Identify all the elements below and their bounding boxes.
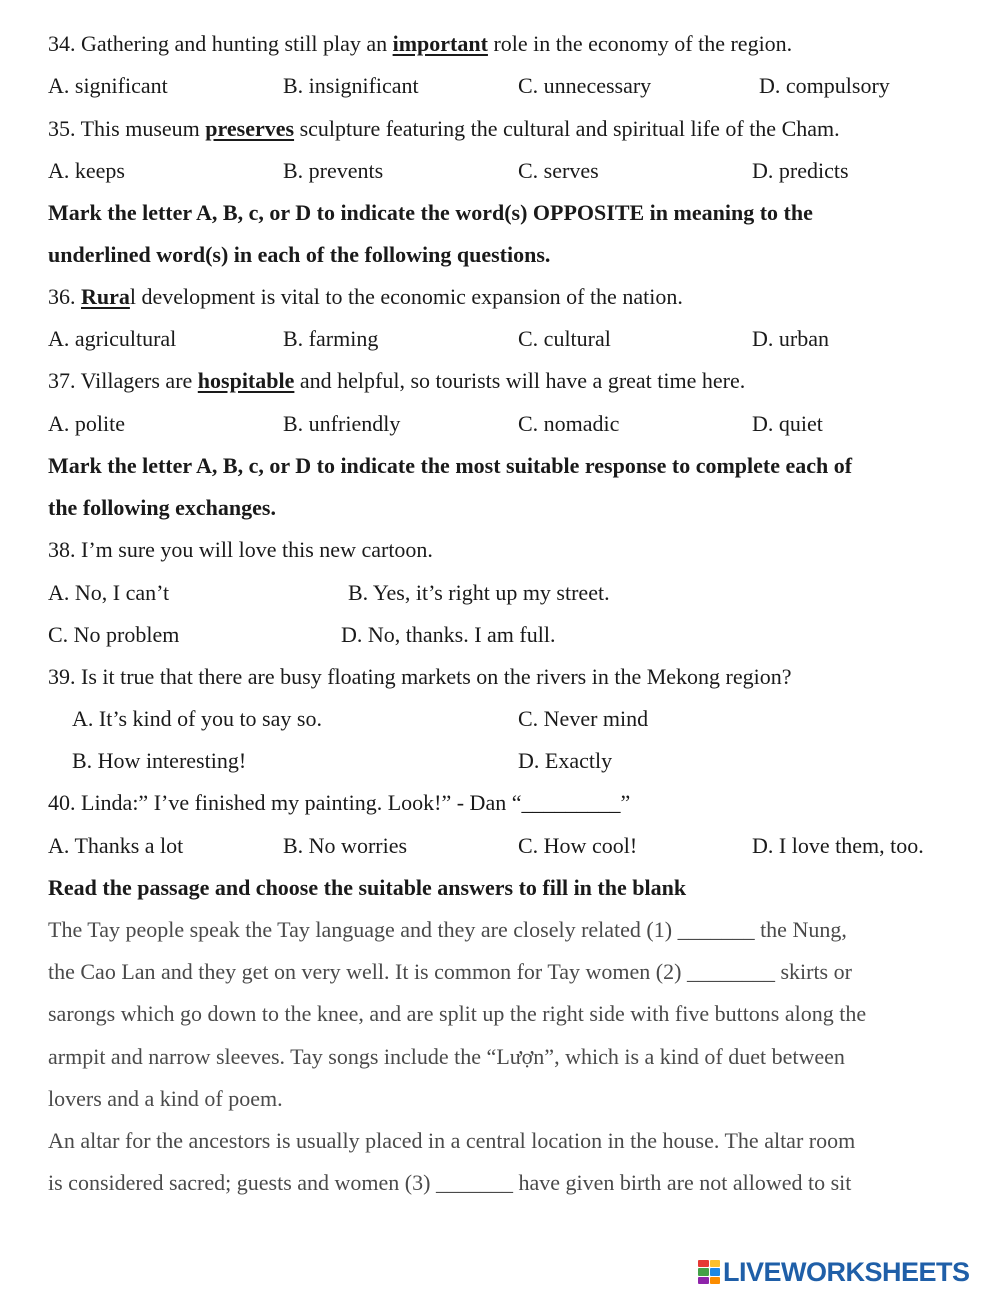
q39-option-b[interactable]: B. How interesting! (72, 748, 247, 773)
question-39: 39. Is it true that there are busy floating markets on the rivers in the Mekong region? (48, 664, 792, 689)
q40-option-b[interactable]: B. No worries (283, 833, 408, 858)
q37-option-d[interactable]: D. quiet (752, 411, 823, 436)
q40-option-d[interactable]: D. I love them, too. (752, 833, 924, 858)
liveworksheets-logo-icon (698, 1260, 720, 1284)
passage-line-1: The Tay people speak the Tay language and they are closely related (1) _______ the Nung, (48, 917, 847, 942)
question-37-suffix: and helpful, so tourists will have a great time here. (294, 368, 746, 393)
question-38: 38. I’m sure you will love this new cartoon. (48, 537, 433, 562)
q34-option-a[interactable]: A. significant (48, 73, 168, 98)
q37-option-a[interactable]: A. polite (48, 411, 125, 436)
question-35-prefix: 35. This museum (48, 116, 206, 141)
question-35-underlined-word: preserves (205, 116, 295, 141)
instruction-opposite-line2: underlined word(s) in each of the following questions. (48, 242, 551, 267)
question-36-suffix: l development is vital to the economic expansion of the nation. (129, 284, 683, 309)
instruction-passage: Read the passage and choose the suitable answers to fill in the blank (48, 875, 687, 900)
instruction-response-line2: the following exchanges. (48, 495, 276, 520)
question-37-prefix: 37. Villagers are (48, 368, 198, 393)
question-36-prefix: 36. (48, 284, 81, 309)
passage-line-6: An altar for the ancestors is usually placed in a central location in the house. The altar room (48, 1128, 856, 1153)
liveworksheets-logo[interactable] (698, 1257, 970, 1287)
q35-option-c[interactable]: C. serves (518, 158, 599, 183)
question-34 (48, 30, 792, 58)
q39-option-d[interactable]: D. Exactly (518, 748, 613, 773)
question-37 (48, 367, 745, 395)
q38-option-a[interactable]: A. No, I can’t (48, 580, 170, 605)
question-35 (48, 115, 840, 143)
q34-option-b[interactable]: B. insignificant (283, 73, 419, 98)
question-34-prefix: 34. Gathering and hunting still play an (48, 31, 393, 56)
q37-option-c[interactable]: C. nomadic (518, 411, 620, 436)
q35-option-a[interactable]: A. keeps (48, 158, 125, 183)
q36-option-d[interactable]: D. urban (752, 326, 829, 351)
instruction-response-line1: Mark the letter A, B, c, or D to indicate the most suitable response to complete each of (48, 453, 853, 478)
q35-option-b[interactable]: B. prevents (283, 158, 384, 183)
question-37-underlined-word: hospitable (197, 368, 295, 393)
question-36-underlined-word: Rura (81, 284, 130, 309)
q38-option-c[interactable]: C. No problem (48, 622, 180, 647)
liveworksheets-logo-text: LIVEWORKSHEETS (723, 1256, 970, 1287)
passage-line-2: the Cao Lan and they get on very well. It is common for Tay women (2) ________ skirts or (48, 959, 852, 984)
q40-option-c[interactable]: C. How cool! (518, 833, 638, 858)
question-35-suffix: sculpture featuring the cultural and spiritual life of the Cham. (294, 116, 840, 141)
q36-option-c[interactable]: C. cultural (518, 326, 611, 351)
question-34-suffix: role in the economy of the region. (487, 31, 793, 56)
passage-line-7: is considered sacred; guests and women (3) _______ have given birth are not allowed to sit (48, 1170, 852, 1195)
q34-option-c[interactable]: C. unnecessary (518, 73, 652, 98)
q39-option-a[interactable]: A. It’s kind of you to say so. (72, 706, 322, 731)
question-40: 40. Linda:” I’ve finished my painting. Look!” - Dan “_________” (48, 790, 631, 815)
q39-option-c[interactable]: C. Never mind (518, 706, 649, 731)
passage-line-5: lovers and a kind of poem. (48, 1086, 283, 1111)
question-36 (48, 283, 683, 311)
q38-option-b[interactable]: B. Yes, it’s right up my street. (348, 580, 610, 605)
q38-option-d[interactable]: D. No, thanks. I am full. (341, 622, 556, 647)
q36-option-b[interactable]: B. farming (283, 326, 379, 351)
q35-option-d[interactable]: D. predicts (752, 158, 849, 183)
q40-option-a[interactable]: A. Thanks a lot (48, 833, 184, 858)
q36-option-a[interactable]: A. agricultural (48, 326, 177, 351)
passage-line-3: sarongs which go down to the knee, and are split up the right side with five buttons along the (48, 1001, 867, 1026)
question-34-underlined-word: important (392, 31, 488, 56)
passage-line-4: armpit and narrow sleeves. Tay songs include the “Lượn”, which is a kind of duet between (48, 1044, 845, 1069)
instruction-opposite-line1: Mark the letter A, B, c, or D to indicate the word(s) OPPOSITE in meaning to the (48, 200, 813, 225)
q34-option-d[interactable]: D. compulsory (759, 73, 890, 98)
q37-option-b[interactable]: B. unfriendly (283, 411, 401, 436)
